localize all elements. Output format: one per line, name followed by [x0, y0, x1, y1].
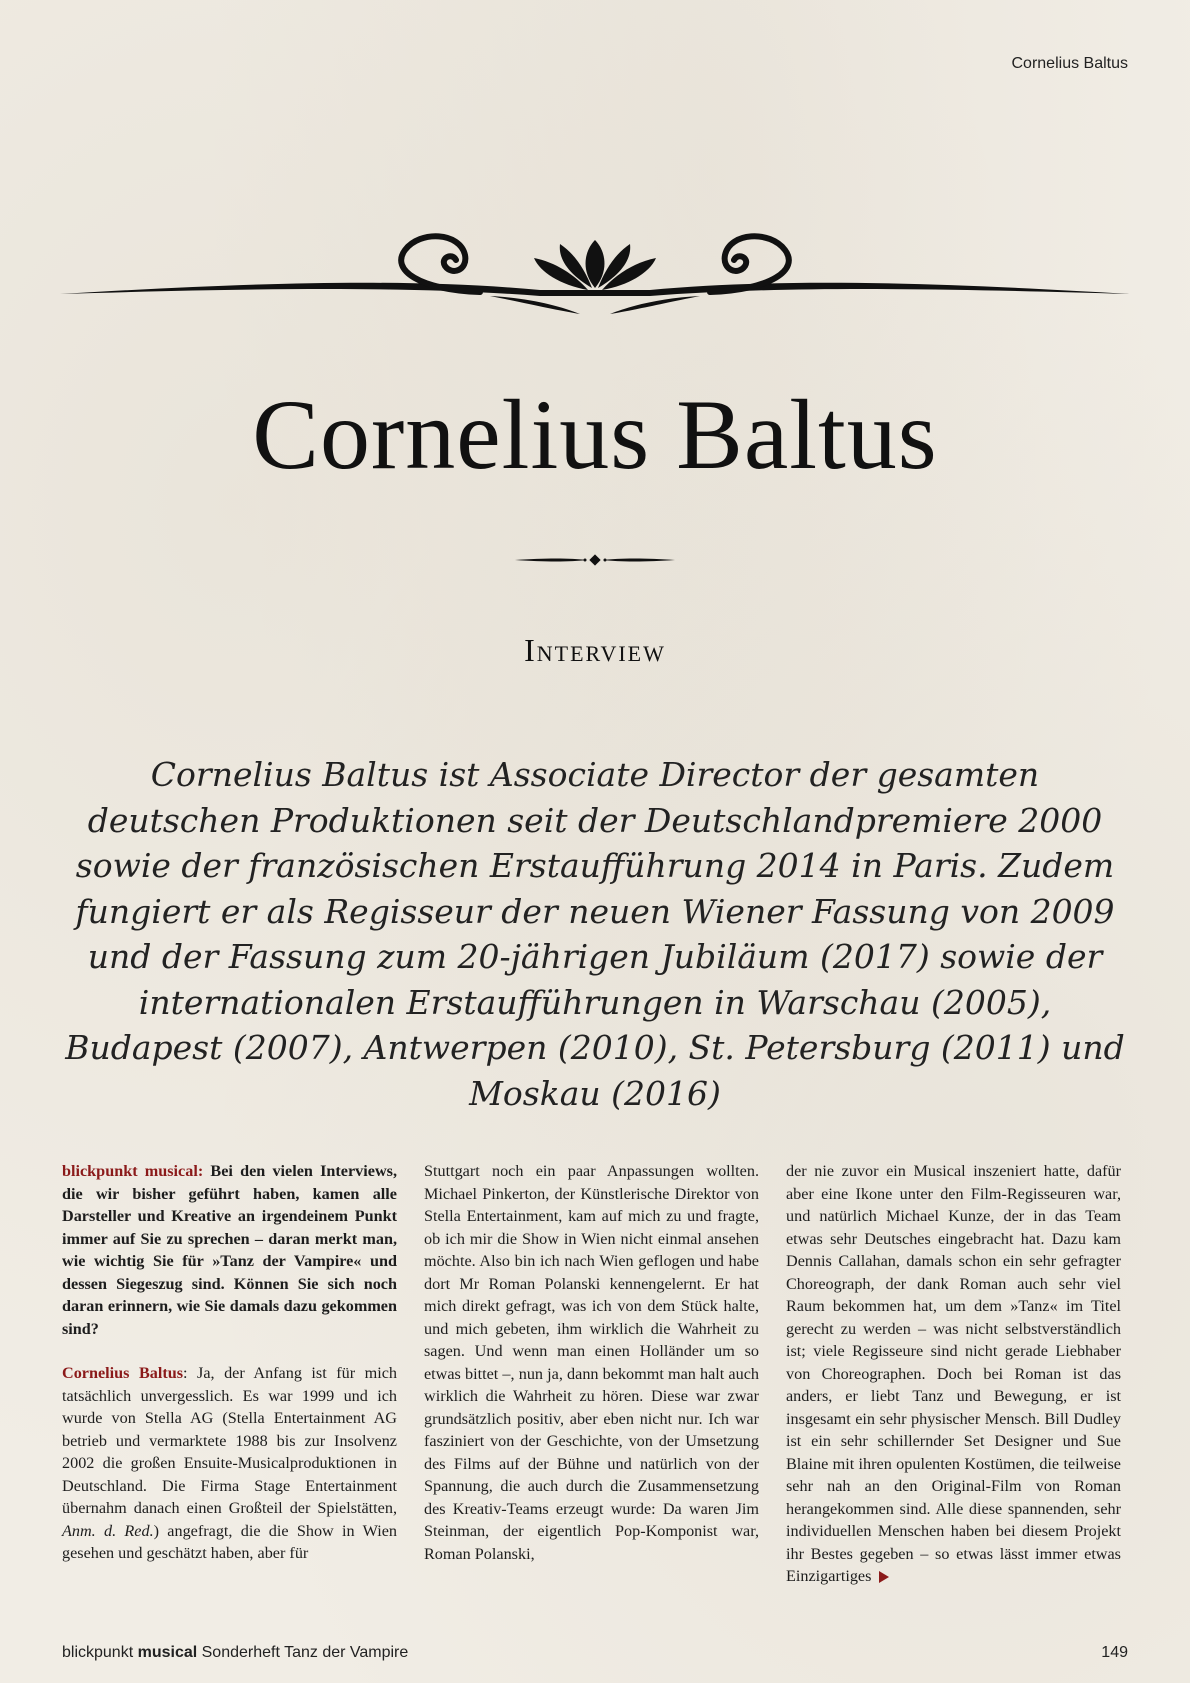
page-number: 149 [1101, 1644, 1128, 1661]
body-columns [62, 1160, 1128, 1585]
column-2-text: Stuttgart noch ein paar Anpassungen wollten. Michael Pinkerton, der Künstlerische Direktor von Stella Entertainment, kam auf mich zu und fragte, ob ich mir die Show in Wien nicht einmal ansehen möchte. Also bin ich nach Wien geflogen und habe dort Mr Roman Polanski kennengelernt. Er hat mich direkt gefragt, was ich von dem Stück halte, und mich gebeten, ihm wirklich die Wahrheit zu sagen. Und wenn man einen Holländer um so etwas bittet –, nun ja, dann bekommt man halt auch wirklich die Wahrheit zu hören. Diese war zwar grundsätzlich positiv, aber eben nicht nur. Ich war fasziniert von der Geschichte, von der Umsetzung des Films auf der Bühne und natürlich von der Spannung, die auch durch die Zusammensetzung des Kreativ-Teams erzeugt wurde: Da waren Jim Steinman, der eigentlich Pop-Komponist war, Roman Polanski, [424, 1162, 759, 1563]
intro-paragraph: Cornelius Baltus ist Associate Director der gesamten deutschen Produktionen seit der Deutschlandpremiere 2000 sowie der französischen Erstaufführung 2014 in Paris. Zudem fungiert er als Regisseur der neuen Wiener Fassung von 2009 und der Fassung zum 20-jährigen Jubiläum (2017) sowie der internationalen Erstaufführungen in Warschau (2005), Budapest (2007), Antwerpen (2010), St. Petersburg (2011) und Moskau (2016) [65, 755, 1125, 1113]
interview-question [62, 1160, 397, 1340]
running-head: Cornelius Baltus [1011, 55, 1128, 72]
publication-issue: Sonderheft Tanz der Vampire [197, 1644, 409, 1661]
article-title: Cornelius Baltus [252, 379, 938, 490]
answer-speaker: Cornelius Baltus [62, 1364, 184, 1382]
question-speaker: blickpunkt musical: [62, 1162, 204, 1180]
decorative-flourish [60, 230, 1130, 315]
answer-text-b: ) angefragt, die die Show in Wien gesehen und geschätzt haben, aber für [62, 1521, 397, 1562]
answer-text-a: : Ja, der Anfang ist für mich tatsächlich unvergesslich. Es war 1999 und ich wurde von Stella AG (Stella Entertainment AG betrieb und vermarktete 1988 bis zur Insolvenz 2002 die großen Ensuite-Musicalproduktionen in Deutschland. Die Firma Stage Entertainment übernahm danach einen Großteil der Spielstätten, [62, 1364, 397, 1517]
continue-arrow-icon [879, 1571, 889, 1583]
publication-footer [62, 1644, 408, 1662]
column-3-text: der nie zuvor ein Musical inszeniert hatte, dafür aber eine Ikone unter den Film-Regisseuren war, und natürlich Michael Kunze, der in das Team etwas sehr Deutsches eingebracht hat. Dazu kam Dennis Callahan, damals schon ein sehr gefragter Choreograph, der dank Roman auch sehr viel Raum bekommen hat, um dem »Tanz« im Titel gerecht zu werden – was nicht selbstverständlich ist; viele Regisseure sind nicht gerade Liebhaber von Choreographen. Doch bei Roman ist das anders, er liebt Tanz und Bewegung, er ist insgesamt ein sehr physischer Mensch. Bill Dudley ist ein sehr schillernder Set Designer und Sue Blaine mit ihren opulenten Kostümen, die teilweise sehr nah an den Original-Film von Roman herangekommen sind. Alle diese spannenden, sehr individuellen Menschen haben bei diesem Projekt ihr Bestes gegeben – so etwas lässt immer etwas Einzigartiges [786, 1162, 1121, 1585]
column-2 [424, 1160, 759, 1580]
editor-note: Anm. d. Red. [62, 1521, 154, 1540]
section-label: Interview [524, 632, 666, 668]
interview-answer [62, 1362, 397, 1565]
title-divider [515, 548, 675, 572]
column-3 [786, 1160, 1121, 1585]
publication-prefix: blickpunkt [62, 1644, 138, 1661]
question-text: Bei den vielen Interviews, die wir bisher geführt haben, kamen alle Darsteller und Kreative an irgendeinem Punkt immer auf Sie zu sprechen – daran merkt man, wie wichtig Sie für »Tanz der Vampire« und dessen Siegeszug sind. Können Sie sich noch daran erinnern, wie Sie damals dazu gekommen sind? [62, 1162, 397, 1338]
publication-name: musical [137, 1644, 198, 1661]
column-1 [62, 1160, 397, 1580]
